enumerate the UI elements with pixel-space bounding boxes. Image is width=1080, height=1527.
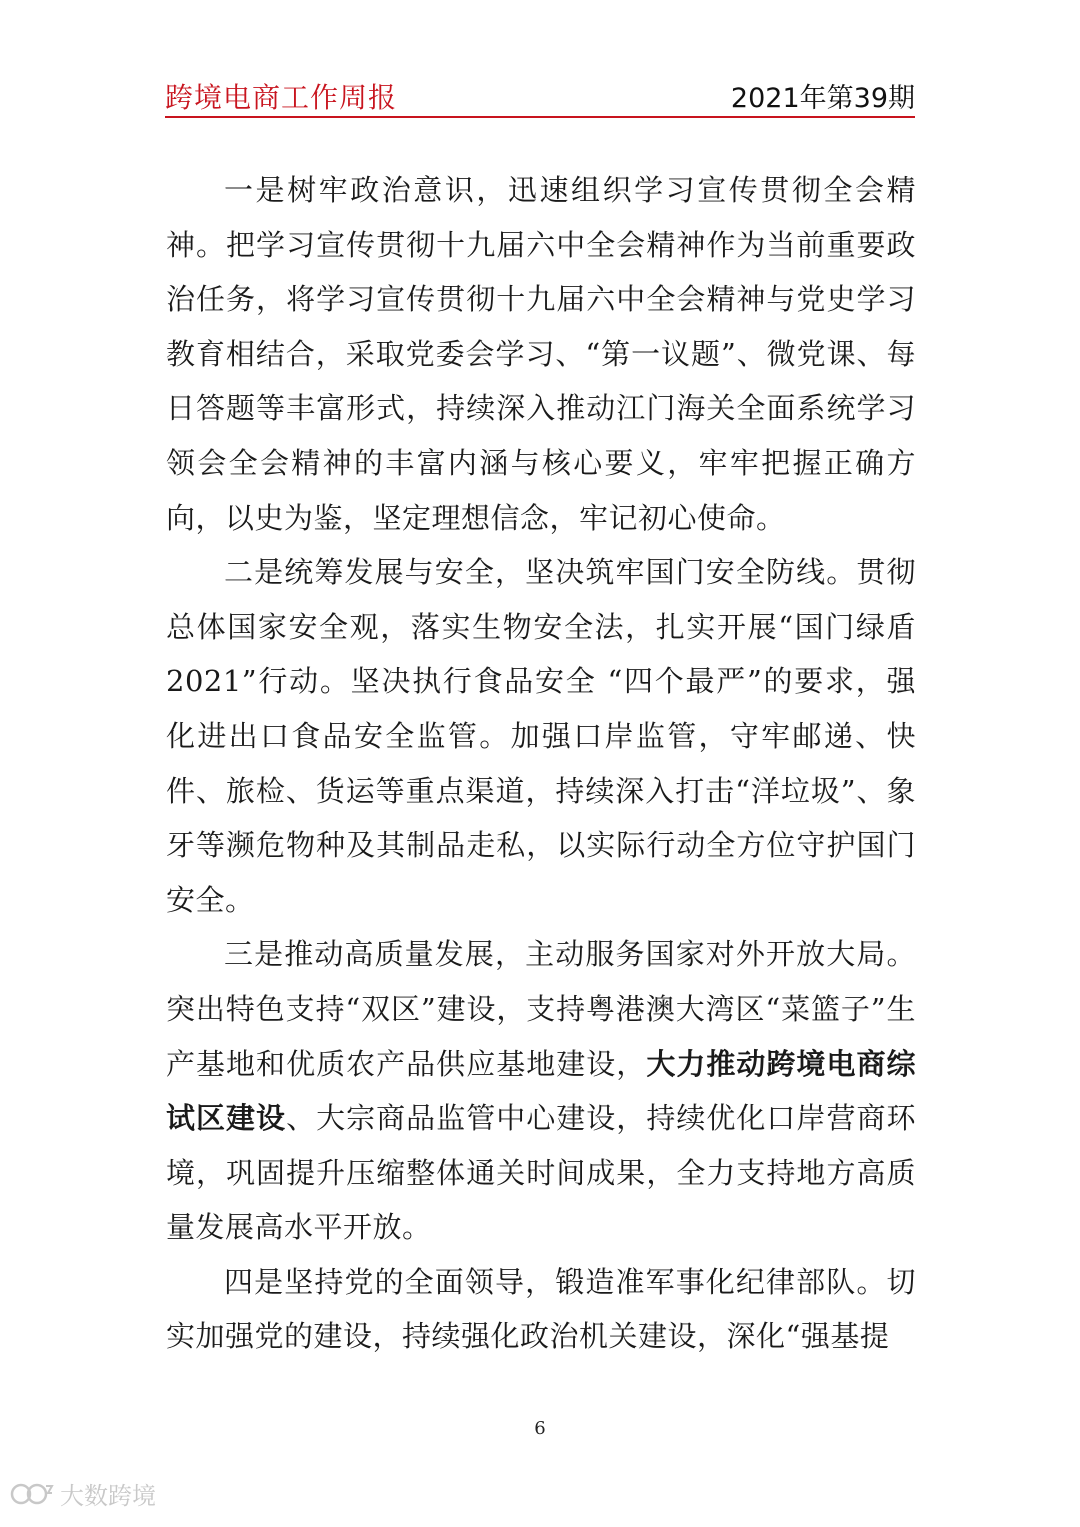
page-number: 6 — [534, 1418, 546, 1439]
paragraph-3 — [166, 927, 916, 1255]
paragraph-3-lead: 三是推动高质量发展，主动服务国家对外开放大局。突出特色支持“双区”建设，支持粤港澳大湾区“菜篮子”生产基地和优质农产品供应基地建设， — [166, 937, 916, 1081]
publication-title: 跨境电商工作周报 — [165, 81, 398, 114]
issue-number: 2021年第39期 — [730, 83, 915, 114]
paragraph-4: 四是坚持党的全面领导，锻造准军事化纪律部队。切实加强党的建设，持续强化政治机关建设，深化“强基提 — [166, 1264, 916, 1354]
paragraph-2: 二是统筹发展与安全，坚决筑牢国门安全防线。贯彻总体国家安全观，落实生物安全法，扎实开展“国门绿盾2021”行动。坚决执行食品安全 “四个最严”的要求，强化进出口食品安全监管。加强口岸监管，守牢邮递、快件、旅检、货运等重点渠道，持续深入打击“洋垃圾”、象牙等濒危物种及其制品走私，以实际行动全方位守护国门安全。 — [166, 555, 916, 917]
watermark-logo-icon — [10, 1481, 54, 1507]
watermark-text: 大数跨境 — [60, 1482, 156, 1510]
watermark — [10, 1476, 156, 1511]
paragraph-1: 一是树牢政治意识，迅速组织学习宣传贯彻全会精神。把学习宣传贯彻十九届六中全会精神作为当前重要政治任务，将学习宣传贯彻十九届六中全会精神与党史学习教育相结合，采取党委会学习、“第一议题”、微党课、每日答题等丰富形式，持续深入推动江门海关全面系统学习领会全会精神的丰富内涵与核心要义，牢牢把握正确方向，以史为鉴，坚定理想信念，牢记初心使命。 — [166, 173, 916, 535]
article-body — [166, 163, 916, 1364]
page-header — [165, 76, 915, 118]
paragraph-3-bold-emphasis: 大力推动跨境电商综试区建设 — [166, 1046, 916, 1136]
paragraph-3-tail: 、大宗商品监管中心建设，持续优化口岸营商环境，巩固提升压缩整体通关时间成果，全力支持地方高质量发展高水平开放。 — [166, 1101, 916, 1245]
